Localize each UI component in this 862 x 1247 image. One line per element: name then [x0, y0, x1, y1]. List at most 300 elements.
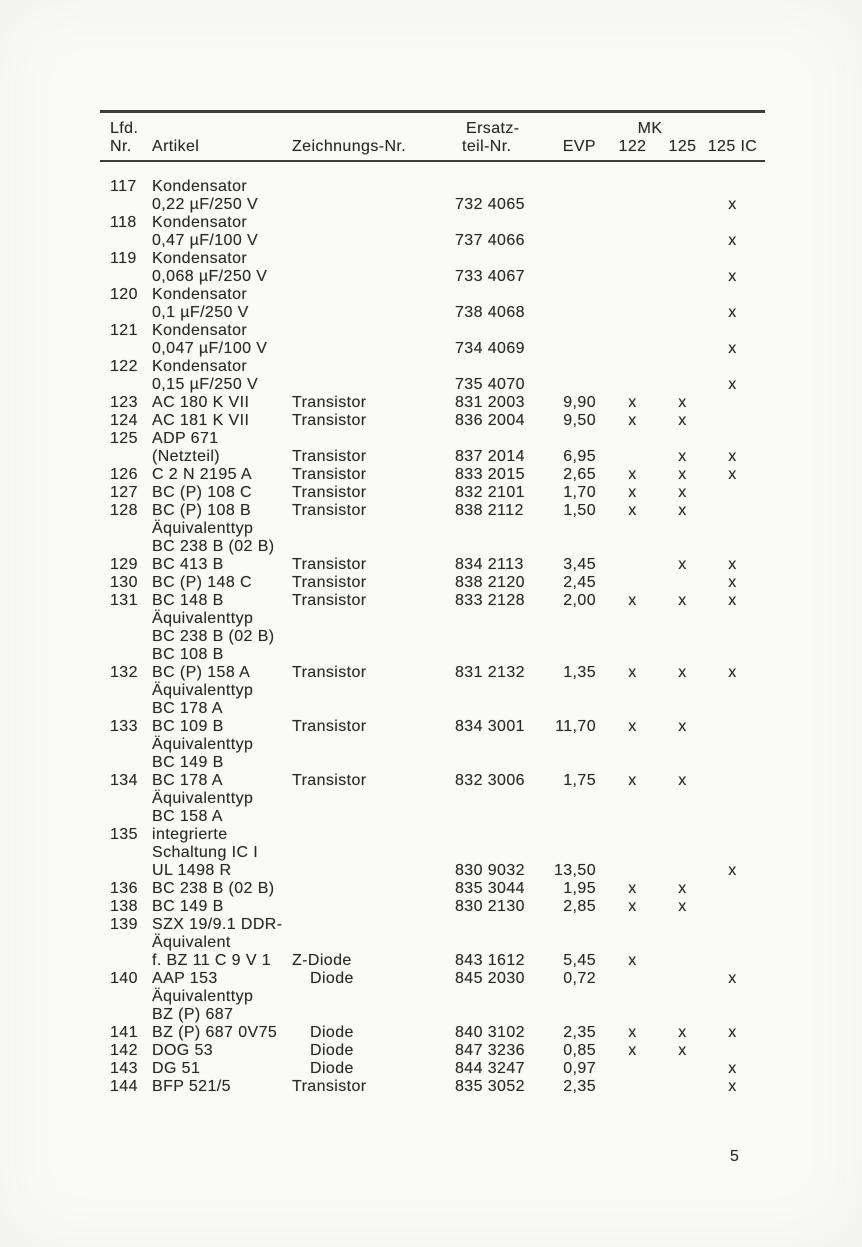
row-mk-125-mark [665, 538, 700, 556]
row-artikel: BC 149 B [152, 754, 224, 771]
row-mk-125ic-mark [700, 790, 765, 808]
table-row [100, 268, 765, 286]
col-mk-125-label: 125 [668, 138, 697, 155]
row-artikel: BC (P) 148 C [152, 574, 252, 591]
row-mk-125-mark: x [678, 502, 687, 519]
table-row [100, 610, 765, 628]
row-lfd-nr: 133 [110, 718, 138, 735]
row-ersatzteil-nr [452, 610, 548, 628]
table-row [100, 952, 765, 970]
row-zeichnungs-nr [292, 754, 452, 772]
row-mk-125ic-mark: x [728, 970, 737, 987]
row-lfd-nr [100, 844, 152, 862]
row-mk-122-mark [600, 736, 665, 754]
row-mk-125ic-mark [700, 394, 765, 412]
table-row [100, 322, 765, 340]
row-evp [548, 538, 600, 556]
row-mk-122-mark: x [628, 664, 637, 681]
table-row [100, 664, 765, 682]
row-ersatzteil-nr [452, 736, 548, 754]
row-mk-122-mark [600, 790, 665, 808]
row-mk-125-mark: x [678, 412, 687, 429]
row-lfd-nr: 129 [110, 556, 138, 573]
row-mk-125-mark [665, 988, 700, 1006]
row-evp: 2,65 [563, 466, 596, 483]
row-mk-125-mark: x [678, 718, 687, 735]
row-zeichnungs-nr [292, 214, 452, 232]
row-lfd-nr [100, 376, 152, 394]
row-evp: 13,50 [553, 862, 596, 879]
table-row [100, 772, 765, 790]
table-row [100, 1006, 765, 1024]
row-mk-125ic-mark [700, 538, 765, 556]
row-artikel: Kondensator [152, 286, 248, 303]
row-ersatzteil-nr [452, 646, 548, 664]
table-row [100, 736, 765, 754]
table-row [100, 862, 765, 880]
row-mk-125-mark: x [678, 1024, 687, 1041]
row-lfd-nr [100, 304, 152, 322]
row-evp [548, 304, 600, 322]
row-mk-125ic-mark [700, 358, 765, 376]
row-evp [548, 628, 600, 646]
col-artikel-label: Artikel [152, 138, 200, 155]
row-artikel: (Netzteil) [152, 448, 221, 465]
row-lfd-nr [100, 700, 152, 718]
row-mk-125-mark: x [678, 772, 687, 789]
row-ersatzteil-nr: 737 4066 [455, 232, 525, 249]
row-zeichnungs-nr [292, 646, 452, 664]
table-row [100, 790, 765, 808]
row-evp: 2,45 [563, 574, 596, 591]
row-artikel: BC (P) 108 B [152, 502, 252, 519]
row-lfd-nr: 125 [110, 430, 138, 447]
row-artikel: f. BZ 11 C 9 V 1 [152, 952, 272, 969]
table-row [100, 430, 765, 448]
row-mk-125-mark: x [678, 448, 687, 465]
row-mk-125ic-mark [700, 754, 765, 772]
row-mk-125-mark [665, 826, 700, 844]
row-artikel: 0,068 µF/250 V [152, 268, 268, 285]
row-evp: 6,95 [563, 448, 596, 465]
row-artikel: Äquivalenttyp [152, 682, 254, 699]
row-lfd-nr: 132 [110, 664, 138, 681]
row-ersatzteil-nr: 735 4070 [455, 376, 525, 393]
row-evp [548, 844, 600, 862]
row-lfd-nr: 120 [110, 286, 138, 303]
row-zeichnungs-nr [292, 898, 452, 916]
row-evp [548, 610, 600, 628]
row-evp [548, 322, 600, 340]
row-mk-125ic-mark: x [728, 376, 737, 393]
row-mk-125-mark: x [678, 484, 687, 501]
row-ersatzteil-nr [452, 430, 548, 448]
row-mk-125ic-mark [700, 772, 765, 790]
row-lfd-nr: 136 [110, 880, 138, 897]
row-artikel: SZX 19/9.1 DDR- [152, 916, 283, 933]
row-mk-125ic-mark [700, 520, 765, 538]
row-evp [548, 826, 600, 844]
table-header-row-2 [100, 138, 765, 156]
row-mk-125ic-mark: x [728, 862, 737, 879]
row-mk-125ic-mark [700, 430, 765, 448]
row-mk-125ic-mark: x [728, 1060, 737, 1077]
row-zeichnungs-nr: Transistor [292, 1078, 367, 1095]
row-mk-122-mark: x [628, 718, 637, 735]
row-ersatzteil-nr [452, 790, 548, 808]
row-mk-125-mark [665, 214, 700, 232]
row-evp: 9,90 [563, 394, 596, 411]
row-artikel: AC 181 K VII [152, 412, 250, 429]
row-mk-125ic-mark [700, 250, 765, 268]
table-row [100, 646, 765, 664]
row-mk-125-mark: x [678, 556, 687, 573]
row-ersatzteil-nr: 845 2030 [455, 970, 525, 987]
row-ersatzteil-nr: 837 2014 [455, 448, 525, 465]
row-zeichnungs-nr [292, 268, 452, 286]
table-row [100, 970, 765, 988]
col-artikel-spacer [152, 120, 292, 138]
row-mk-125ic-mark: x [728, 196, 737, 213]
row-mk-125ic-mark [700, 952, 765, 970]
row-ersatzteil-nr: 832 3006 [455, 772, 525, 789]
table-header-row-1 [100, 120, 765, 138]
row-mk-125ic-mark [700, 988, 765, 1006]
row-mk-125-mark [665, 232, 700, 250]
row-artikel: Äquivalenttyp [152, 520, 254, 537]
row-mk-122-mark [600, 628, 665, 646]
row-lfd-nr: 124 [110, 412, 138, 429]
row-mk-122-mark: x [628, 412, 637, 429]
row-zeichnungs-nr: Diode [310, 1060, 354, 1077]
row-mk-122-mark [600, 1006, 665, 1024]
row-zeichnungs-nr [292, 862, 452, 880]
row-zeichnungs-nr [292, 520, 452, 538]
col-lfd-label-line2: Nr. [110, 138, 132, 155]
row-evp [548, 430, 600, 448]
row-zeichnungs-nr: Transistor [292, 394, 367, 411]
row-artikel: BZ (P) 687 0V75 [152, 1024, 278, 1041]
row-ersatzteil-nr [452, 214, 548, 232]
row-mk-122-mark [600, 430, 665, 448]
table-row [100, 898, 765, 916]
row-mk-125ic-mark [700, 808, 765, 826]
row-mk-122-mark [600, 358, 665, 376]
table-row [100, 826, 765, 844]
row-zeichnungs-nr [292, 358, 452, 376]
row-evp [548, 700, 600, 718]
table-row [100, 178, 765, 196]
row-ersatzteil-nr: 831 2132 [455, 664, 525, 681]
row-evp: 9,50 [563, 412, 596, 429]
row-evp: 0,85 [563, 1042, 596, 1059]
row-ersatzteil-nr: 830 2130 [455, 898, 525, 915]
row-zeichnungs-nr [292, 1006, 452, 1024]
col-mk-125ic-spacer [700, 120, 765, 138]
row-lfd-nr: 117 [110, 178, 137, 195]
row-evp: 2,35 [563, 1078, 596, 1095]
row-artikel: BC (P) 158 A [152, 664, 251, 681]
row-ersatzteil-nr: 836 2004 [455, 412, 525, 429]
row-evp [548, 250, 600, 268]
row-mk-125-mark [665, 700, 700, 718]
row-mk-122-mark [600, 574, 665, 592]
row-ersatzteil-nr [452, 808, 548, 826]
row-zeichnungs-nr: Transistor [292, 448, 367, 465]
row-zeichnungs-nr [292, 682, 452, 700]
row-artikel: DG 51 [152, 1060, 201, 1077]
row-zeichnungs-nr: Transistor [292, 502, 367, 519]
row-evp: 2,35 [563, 1024, 596, 1041]
row-zeichnungs-nr [292, 178, 452, 196]
row-artikel: BC 238 B (02 B) [152, 538, 275, 555]
table-row [100, 520, 765, 538]
row-ersatzteil-nr [452, 682, 548, 700]
row-mk-122-mark [600, 1060, 665, 1078]
row-lfd-nr: 121 [110, 322, 138, 339]
row-artikel: BC 158 A [152, 808, 223, 825]
row-zeichnungs-nr [292, 790, 452, 808]
row-artikel: 0,047 µF/100 V [152, 340, 268, 357]
row-mk-125-mark [665, 196, 700, 214]
row-evp [548, 214, 600, 232]
row-lfd-nr [100, 790, 152, 808]
row-mk-125-mark [665, 934, 700, 952]
row-ersatzteil-nr: 833 2128 [455, 592, 525, 609]
row-evp [548, 988, 600, 1006]
row-mk-125ic-mark [700, 1006, 765, 1024]
row-mk-125ic-mark [700, 826, 765, 844]
table-row [100, 286, 765, 304]
row-mk-125ic-mark [700, 214, 765, 232]
table-row [100, 394, 765, 412]
row-mk-122-mark [600, 754, 665, 772]
row-mk-122-mark [600, 808, 665, 826]
row-ersatzteil-nr: 833 2015 [455, 466, 525, 483]
row-lfd-nr: 130 [110, 574, 138, 591]
row-artikel: BC 148 B [152, 592, 224, 609]
row-artikel: ADP 671 [152, 430, 219, 447]
row-zeichnungs-nr [292, 376, 452, 394]
row-mk-122-mark [600, 538, 665, 556]
row-lfd-nr [100, 682, 152, 700]
row-mk-122-mark [600, 970, 665, 988]
row-mk-125ic-mark: x [728, 1078, 737, 1095]
row-ersatzteil-nr [452, 628, 548, 646]
row-artikel: Äquivalenttyp [152, 790, 254, 807]
row-evp [548, 934, 600, 952]
row-mk-125ic-mark [700, 844, 765, 862]
row-mk-125ic-mark: x [728, 1024, 737, 1041]
row-mk-122-mark [600, 610, 665, 628]
row-lfd-nr [100, 610, 152, 628]
table-row [100, 304, 765, 322]
row-artikel: Schaltung IC I [152, 844, 259, 861]
row-zeichnungs-nr: Transistor [292, 484, 367, 501]
row-ersatzteil-nr: 838 2120 [455, 574, 525, 591]
row-evp: 1,95 [563, 880, 596, 897]
row-evp [548, 520, 600, 538]
table-row [100, 934, 765, 952]
row-mk-122-mark [600, 448, 665, 466]
row-artikel: Äquivalenttyp [152, 736, 254, 753]
row-mk-122-mark [600, 826, 665, 844]
row-mk-125-mark [665, 250, 700, 268]
row-mk-125-mark [665, 322, 700, 340]
row-evp: 1,70 [563, 484, 596, 501]
table-row [100, 196, 765, 214]
table-row [100, 682, 765, 700]
row-zeichnungs-nr [292, 610, 452, 628]
row-ersatzteil-nr: 844 3247 [455, 1060, 525, 1077]
row-zeichnungs-nr [292, 196, 452, 214]
row-mk-125-mark [665, 178, 700, 196]
col-ersatz-label-line1: Ersatz- [466, 120, 520, 137]
row-mk-125-mark [665, 808, 700, 826]
row-mk-125-mark: x [678, 664, 687, 681]
row-mk-125-mark [665, 376, 700, 394]
row-artikel: Kondensator [152, 322, 248, 339]
row-zeichnungs-nr [292, 430, 452, 448]
row-evp [548, 646, 600, 664]
table-row [100, 214, 765, 232]
row-artikel: BC 149 B [152, 898, 224, 915]
row-artikel: BC 238 B (02 B) [152, 628, 275, 645]
row-ersatzteil-nr: 835 3044 [455, 880, 525, 897]
row-mk-125-mark [665, 520, 700, 538]
row-mk-125ic-mark [700, 682, 765, 700]
row-zeichnungs-nr [292, 826, 452, 844]
row-artikel: Äquivalenttyp [152, 610, 254, 627]
row-mk-122-mark [600, 232, 665, 250]
row-lfd-nr [100, 538, 152, 556]
row-artikel: BC 413 B [152, 556, 224, 573]
table-row [100, 700, 765, 718]
row-evp: 11,70 [555, 718, 596, 735]
row-artikel: BFP 521/5 [152, 1078, 231, 1095]
row-zeichnungs-nr: Diode [310, 970, 354, 987]
row-artikel: Kondensator [152, 178, 248, 195]
table-row [100, 754, 765, 772]
row-mk-122-mark [600, 214, 665, 232]
row-mk-125-mark: x [678, 466, 687, 483]
row-zeichnungs-nr [292, 628, 452, 646]
row-mk-122-mark: x [628, 502, 637, 519]
row-ersatzteil-nr: 834 2113 [455, 556, 524, 573]
row-lfd-nr: 141 [110, 1024, 138, 1041]
row-lfd-nr: 142 [110, 1042, 138, 1059]
col-mk-122-label: 122 [618, 138, 647, 155]
row-ersatzteil-nr [452, 934, 548, 952]
row-mk-122-mark: x [628, 466, 637, 483]
row-lfd-nr [100, 268, 152, 286]
row-mk-122-mark [600, 178, 665, 196]
row-evp [548, 340, 600, 358]
row-artikel: AC 180 K VII [152, 394, 250, 411]
row-zeichnungs-nr [292, 232, 452, 250]
row-ersatzteil-nr [452, 358, 548, 376]
row-mk-125ic-mark [700, 322, 765, 340]
row-evp [548, 268, 600, 286]
row-mk-125ic-mark [700, 628, 765, 646]
row-mk-125ic-mark [700, 412, 765, 430]
row-mk-125-mark [665, 952, 700, 970]
row-evp [548, 286, 600, 304]
row-mk-125-mark [665, 1006, 700, 1024]
row-mk-122-mark [600, 862, 665, 880]
row-zeichnungs-nr: Transistor [292, 592, 367, 609]
row-mk-122-mark [600, 268, 665, 286]
row-evp [548, 178, 600, 196]
row-mk-125-mark [665, 916, 700, 934]
table-row [100, 844, 765, 862]
row-ersatzteil-nr [452, 988, 548, 1006]
row-mk-125ic-mark [700, 700, 765, 718]
row-mk-125-mark [665, 610, 700, 628]
row-mk-125-mark [665, 286, 700, 304]
row-mk-125-mark [665, 574, 700, 592]
row-lfd-nr: 123 [110, 394, 138, 411]
row-lfd-nr: 140 [110, 970, 138, 987]
row-evp [548, 754, 600, 772]
row-artikel: Äquivalent [152, 934, 231, 951]
table-row [100, 1042, 765, 1060]
row-mk-122-mark [600, 682, 665, 700]
row-mk-125ic-mark [700, 736, 765, 754]
row-zeichnungs-nr [292, 286, 452, 304]
row-mk-125-mark [665, 1078, 700, 1096]
row-mk-125ic-mark [700, 934, 765, 952]
row-lfd-nr: 131 [110, 592, 138, 609]
table-row [100, 340, 765, 358]
row-evp [548, 196, 600, 214]
row-lfd-nr [100, 1006, 152, 1024]
row-mk-122-mark: x [628, 898, 637, 915]
row-mk-122-mark [600, 1078, 665, 1096]
row-lfd-nr [100, 232, 152, 250]
row-artikel: DOG 53 [152, 1042, 214, 1059]
row-mk-125-mark [665, 790, 700, 808]
row-mk-125ic-mark [700, 502, 765, 520]
row-zeichnungs-nr [292, 538, 452, 556]
row-lfd-nr: 126 [110, 466, 138, 483]
row-ersatzteil-nr: 830 9032 [455, 862, 525, 879]
row-ersatzteil-nr [452, 286, 548, 304]
row-mk-122-mark: x [628, 1024, 637, 1041]
table-row [100, 1024, 765, 1042]
row-zeichnungs-nr [292, 934, 452, 952]
row-mk-125-mark: x [678, 592, 687, 609]
row-ersatzteil-nr [452, 250, 548, 268]
row-mk-125-mark: x [678, 394, 687, 411]
row-artikel: Kondensator [152, 358, 248, 375]
row-ersatzteil-nr: 834 3001 [455, 718, 525, 735]
row-evp [548, 736, 600, 754]
row-ersatzteil-nr: 835 3052 [455, 1078, 525, 1095]
row-lfd-nr [100, 808, 152, 826]
row-zeichnungs-nr: Transistor [292, 664, 367, 681]
row-artikel: BC 178 A [152, 772, 223, 789]
page-number: 5 [730, 1148, 740, 1165]
row-zeichnungs-nr [292, 808, 452, 826]
row-mk-125-mark [665, 682, 700, 700]
table-row [100, 988, 765, 1006]
row-ersatzteil-nr: 847 3236 [455, 1042, 525, 1059]
row-mk-122-mark [600, 934, 665, 952]
row-mk-125ic-mark: x [728, 466, 737, 483]
row-ersatzteil-nr: 831 2003 [455, 394, 525, 411]
table-row [100, 1078, 765, 1096]
